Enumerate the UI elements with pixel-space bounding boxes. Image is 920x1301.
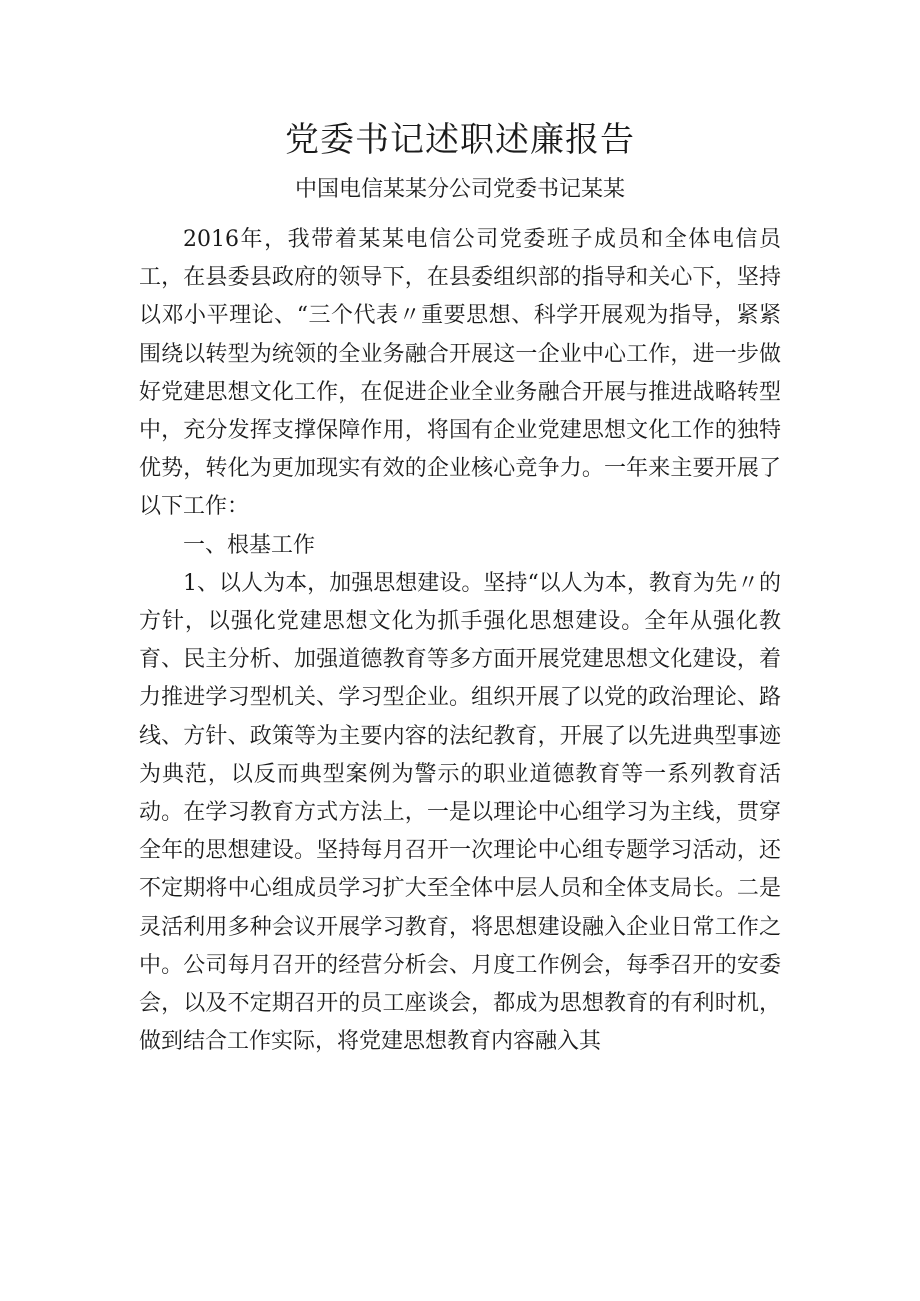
document-subtitle: 中国电信某某分公司党委书记某某	[294, 177, 625, 202]
document-body	[139, 221, 781, 1061]
body-paragraph: 1、以人为本，加强思想建设。坚持“以人为本，教育为先〃的方针，以强化党建思想文化为抓手强化思想建设。全年从强化教育、民主分析、加强道德教育等多方面开展党建思想文化建设，着力推进学习型机关、学习型企业。组织开展了以党的政治理论、路线、方针、政策等为主要内容的法纪教育，开展了以先进典型事迹为典范，以反而典型案例为警示的职业道德教育等一系列教育活动。在学习教育方式方法上，一是以理论中心组学习为主线，贯穿全年的思想建设。坚持每月召开一次理论中心组专题学习活动，还不定期将中心组成员学习扩大至全体中层人员和全体支局长。二是灵活利用多种会议开展学习教育，将思想建设融入企业日常工作之中。公司每月召开的经营分析会、月度工作例会，每季召开的安委会，以及不定期召开的员工座谈会，都成为思想教育的有利时机，做到结合工作实际，将党建思想教育内容融入其	[139, 570, 781, 1055]
document-title: 党委书记述职述廉报告	[285, 120, 635, 160]
section-heading: 一、根基工作	[183, 532, 316, 558]
intro-paragraph: 2016年，我带着某某电信公司党委班子成员和全体电信员工，在县委县政府的领导下，在县委组织部的指导和关心下，坚持以邓小平理论、“三个代表〃重要思想、科学开展观为指导，紧紧围绕以转型为统领的全业务融合开展这一企业中心工作，进一步做好党建思想文化工作，在促进企业全业务融合开展与推进战略转型中，充分发挥支撑保障作用，将国有企业党建思想文化工作的独特优势，转化为更加现实有效的企业核心竞争力。一年来主要开展了以下工作：	[139, 227, 781, 520]
